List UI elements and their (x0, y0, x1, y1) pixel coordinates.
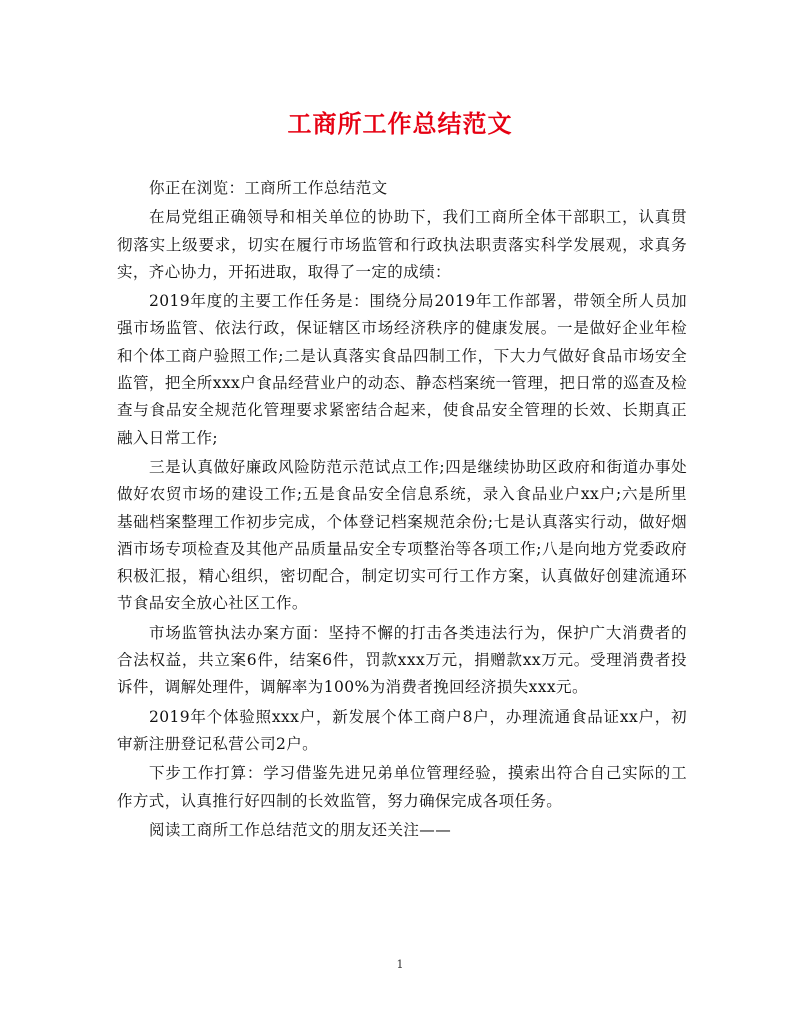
paragraph-next-steps: 下步工作打算：学习借鉴先进兄弟单位管理经验，摸索出符合自己实际的工作方式，认真推行好四制的长效监管，努力确保完成各项任务。 (117, 764, 687, 810)
paragraph-main-tasks: 2019年度的主要工作任务是：围绕分局2019年工作部署，带领全所人员加强市场监管、依法行政，保证辖区市场经济秩序的健康发展。一是做好企业年检和个体工商户验照工作;二是认真落实食品四制工作，下大力气做好食品市场安全监管，把全所xxx户食品经营业户的动态、静态档案统一管理，把日常的巡查及检查与食品安全规范化管理要求紧密结合起来，使食品安全管理的长效、长期真正融入日常工作; (117, 292, 687, 447)
paragraph-intro: 在局党组正确领导和相关单位的协助下，我们工商所全体干部职工，认真贯彻落实上级要求，切实在履行市场监管和行政执法职责落实科学发展观，求真务实，齐心协力，开拓进取，取得了一定的成绩： (117, 208, 687, 281)
page-number: 1 (396, 958, 404, 971)
paragraph-law-enforcement: 市场监管执法办案方面：坚持不懈的打击各类违法行为，保护广大消费者的合法权益，共立案6件，结案6件，罚款xxx万元，捐赠款xx万元。受理消费者投诉件，调解处理件，调解率为100%为消费者挽回经济损失xxx元。 (117, 623, 687, 697)
document-body (117, 175, 687, 846)
paragraph-browsing-notice: 你正在浏览：工商所工作总结范文 (149, 179, 388, 197)
document-title: 工商所工作总结范文 (287, 109, 513, 138)
paragraph-registration-stats: 2019年个体验照xxx户，新发展个体工商户8户，办理流通食品证xx户，初审新注册登记私营公司2户。 (117, 707, 687, 753)
paragraph-tasks-continued: 三是认真做好廉政风险防范示范试点工作;四是继续协助区政府和街道办事处做好农贸市场的建设工作;五是食品安全信息系统，录入食品业户xx户;六是所里基础档案整理工作初步完成，个体登记档案规范余份;七是认真落实行动，做好烟酒市场专项检查及其他产品质量品安全专项整治等各项工作;八是向地方党委政府积极汇报，精心组织，密切配合，制定切实可行工作方案，认真做好创建流通环节食品安全放心社区工作。 (117, 457, 687, 613)
paragraph-related-reading: 阅读工商所工作总结范文的朋友还关注—— (149, 820, 452, 839)
